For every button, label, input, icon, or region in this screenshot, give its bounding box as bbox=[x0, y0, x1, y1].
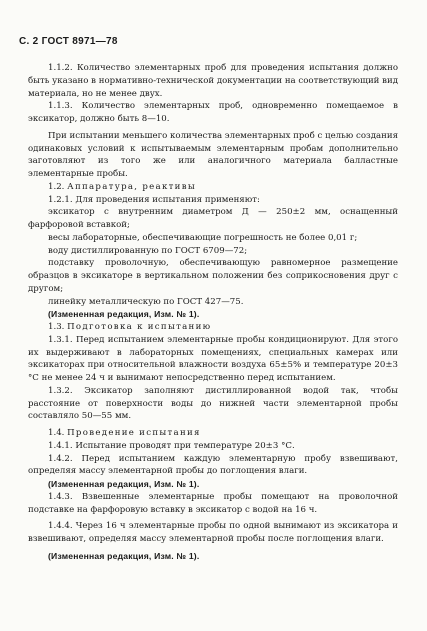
document-body bbox=[28, 62, 398, 563]
section-heading-1-2 bbox=[28, 181, 398, 194]
paragraph-ballast: При испытании меньшего количества элементарных проб с целью создания одинаковых условий к испытываемым элементарным пробам дополнительно заготовляют из того же или аналогичного материала балластные элементарные пробы. bbox=[28, 130, 398, 179]
paragraph-1-4-3: 1.4.3. Взвешенные элементарные пробы помещают на проволочной подставке на фарфоровую вставку в эксикатор с водой на 16 ч. bbox=[28, 491, 398, 515]
paragraph-1-3-2: 1.3.2. Эксикатор заполняют дистиллированной водой так, чтобы расстояние от поверхности воды до нижней части элементарной пробы составляло 50—55 мм. bbox=[28, 385, 398, 422]
section-heading-1-3 bbox=[28, 321, 398, 334]
paragraph-1-1-2: 1.1.2. Количество элементарных проб для проведения испытания должно быть указано в нормативно-технической документации на соответствующий вид материала, но не менее двух. bbox=[28, 63, 398, 99]
paragraph-1-3-1: 1.3.1. Перед испытанием элементарные пробы кондиционируют. Для этого их выдерживают в лабораторных помещениях, специальных камерах или эксикаторах при относительной влажности воздуха 65±5% и температуре 20±3 °С не менее 24 ч и вынимают непосредственно перед испытанием. bbox=[28, 334, 398, 383]
list-item-desiccator: эксикатор с внутренним диаметром Д — 250±2 мм, оснащенный фарфоровой вставкой; bbox=[28, 207, 398, 230]
paragraph-1-2-1: 1.2.1. Для проведения испытания применяют: bbox=[48, 194, 260, 205]
page-header: С. 2 ГОСТ 8971—78 bbox=[19, 36, 118, 47]
section-title: Подготовка к испытанию bbox=[67, 322, 212, 332]
revision-note: (Измененная редакция, Изм. № 1). bbox=[48, 309, 200, 320]
revision-note: (Измененная редакция, Изм. № 1). bbox=[48, 479, 200, 489]
section-title: Аппаратура, реактивы bbox=[67, 181, 196, 192]
list-item-stand: подставку проволочную, обеспечивающую равномерное размещение образцов в эксикаторе в вертикальном положении без соприкосновения друг с другом; bbox=[28, 258, 398, 294]
paragraph-1-4-4: 1.4.4. Через 16 ч элементарные пробы по одной вынимают из эксикатора и взвешивают, определяя массу элементарной пробы после поглощения влаги. bbox=[28, 521, 398, 544]
section-number: 1.2. bbox=[48, 181, 65, 192]
paragraph-1-1-3: 1.1.3. Количество элементарных проб, одновременно помещаемое в эксикатор, должно быть 8—10. bbox=[28, 101, 398, 124]
section-title: Проведение испытания bbox=[67, 428, 201, 438]
section-number: 1.3. bbox=[48, 322, 65, 332]
list-item-scales: весы лабораторные, обеспечивающие погрешность не более 0,01 г; bbox=[48, 232, 358, 243]
paragraph-1-4-2: 1.4.2. Перед испытанием каждую элементарную пробу взвешивают, определяя массу элементарной пробы до поглощения влаги. bbox=[28, 453, 398, 477]
section-number: 1.4. bbox=[48, 428, 65, 438]
paragraph-1-4-1: 1.4.1. Испытание проводят при температуре 20±3 °С. bbox=[48, 440, 295, 451]
revision-note: (Измененная редакция, Изм. № 1). bbox=[48, 550, 200, 561]
section-heading-1-4 bbox=[28, 427, 398, 440]
list-item-water: воду дистиллированную по ГОСТ 6709—72; bbox=[48, 245, 248, 256]
list-item-ruler: линейку металлическую по ГОСТ 427—75. bbox=[48, 296, 244, 307]
